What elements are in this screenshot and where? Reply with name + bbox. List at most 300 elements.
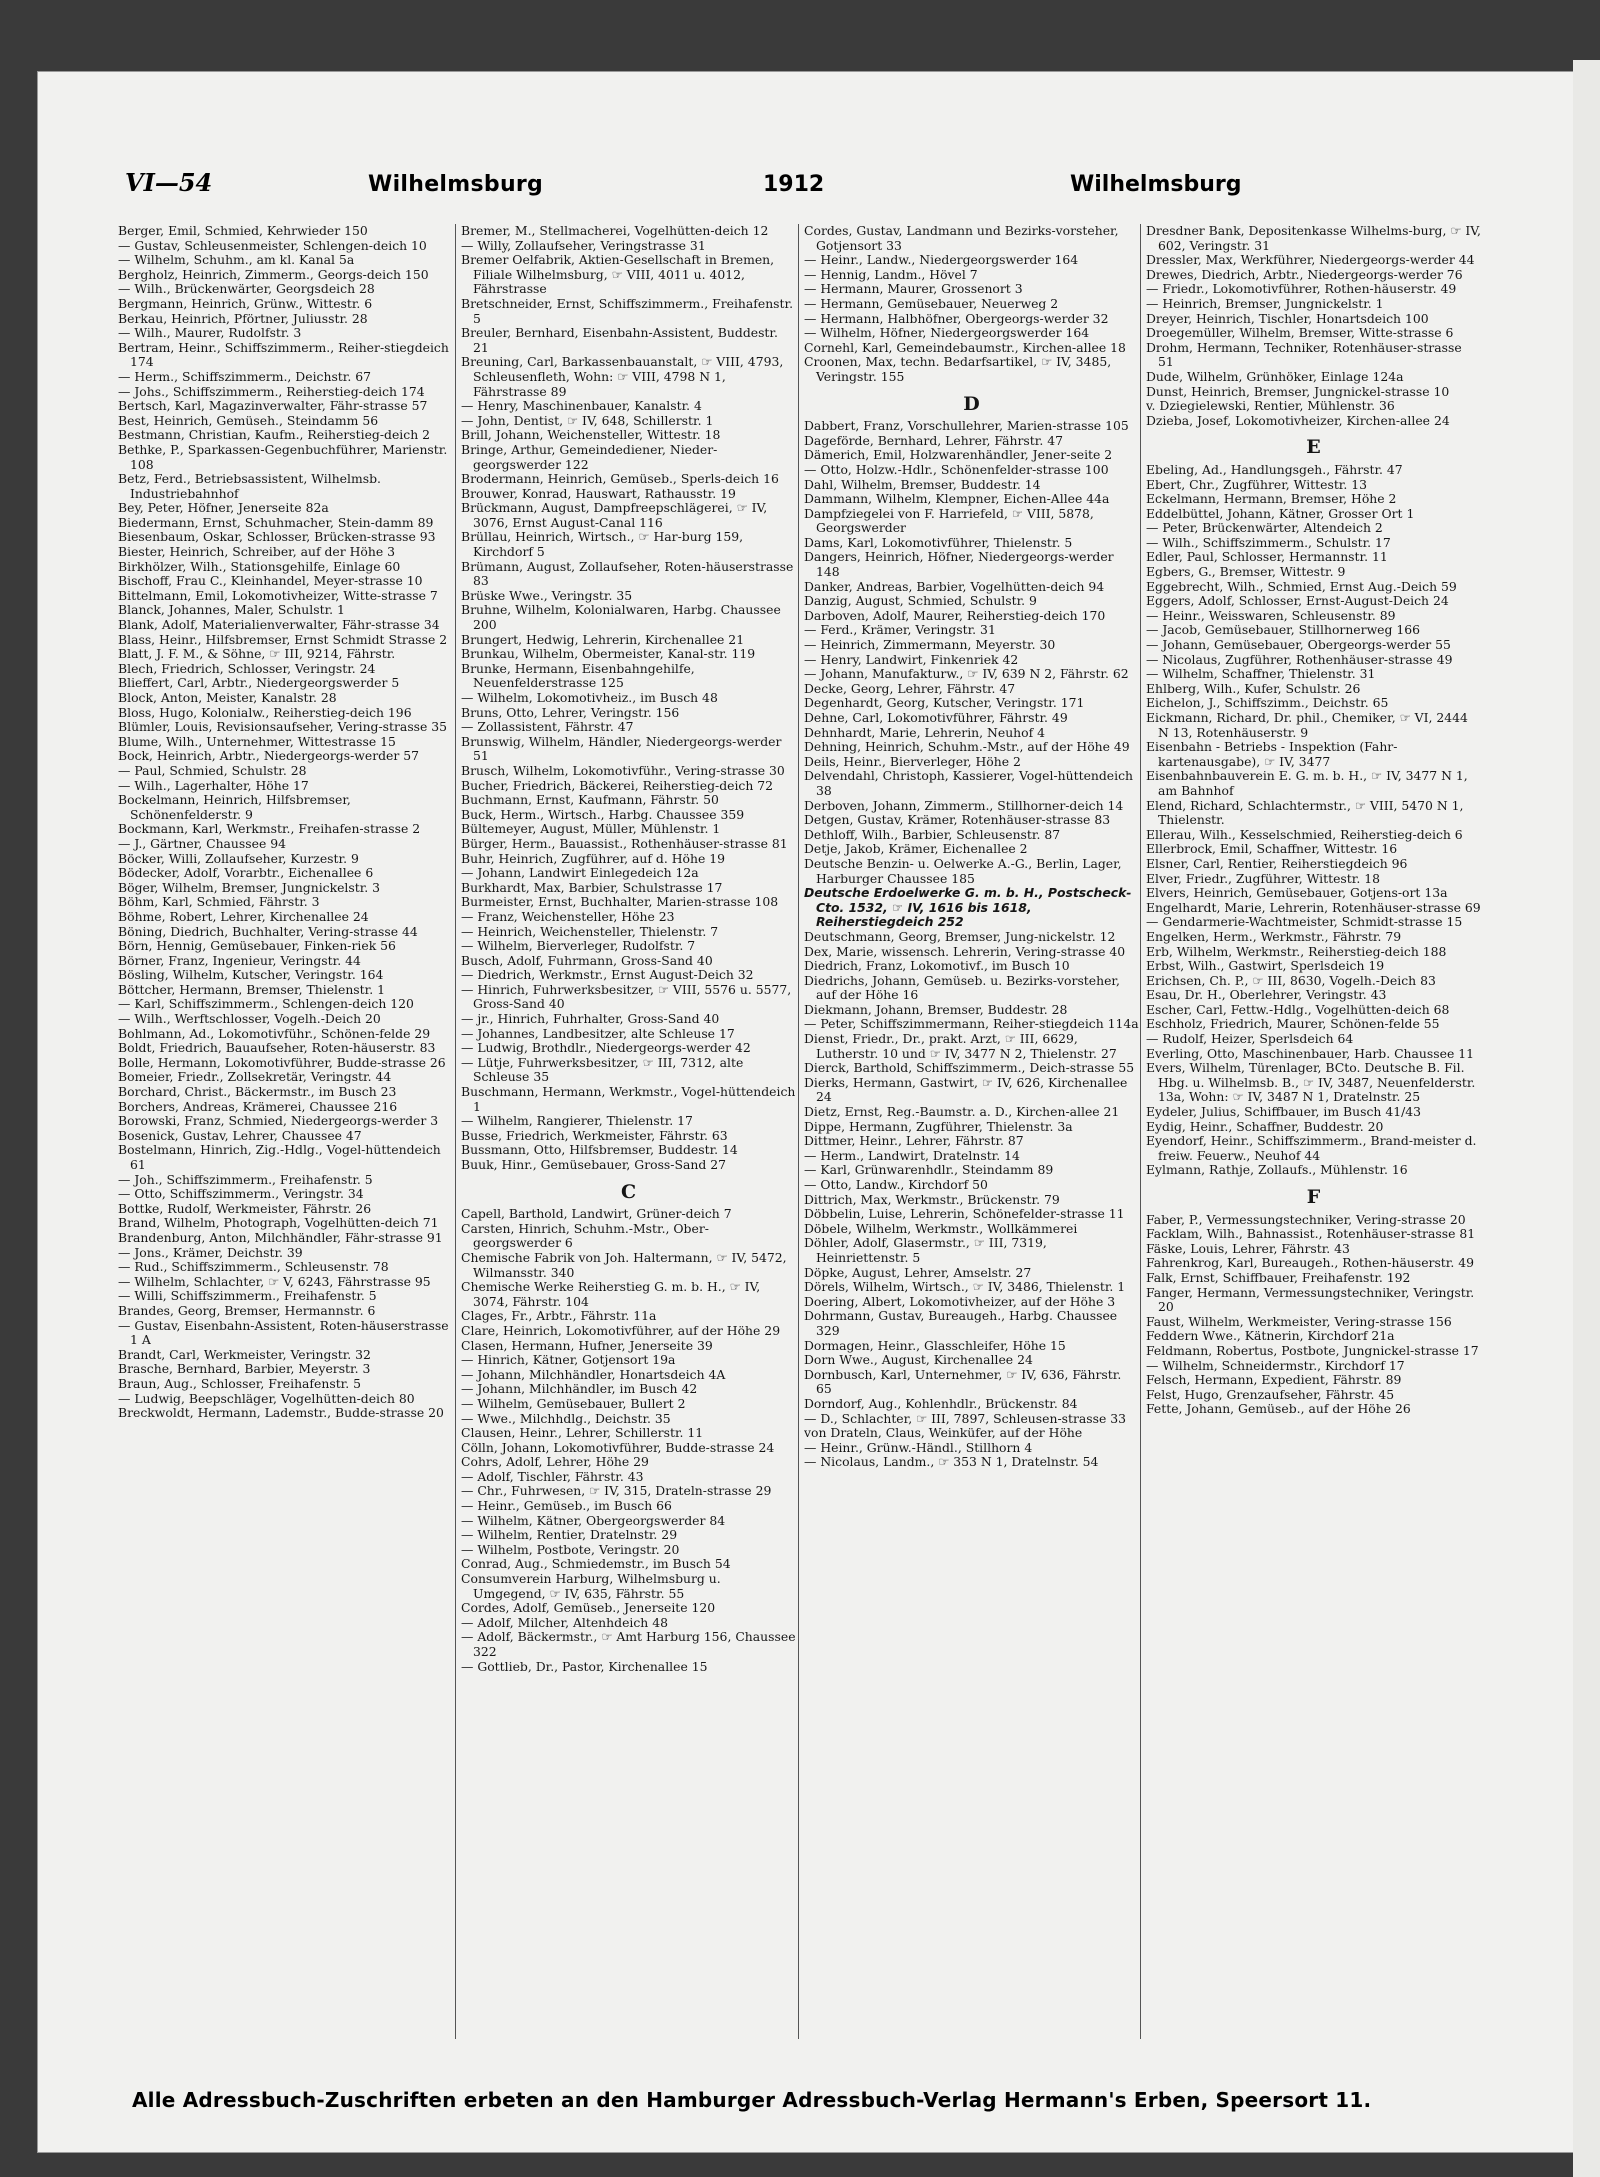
directory-entry: — Johann, Gemüsebauer, Obergeorgs-werder 55 [1146,637,1451,653]
directory-entry: — Wilhelm, Schuhm., am kl. Kanal 5a [118,252,355,268]
directory-entry: Faust, Wilhelm, Werkmeister, Vering-strasse 156 [1146,1313,1452,1329]
directory-entry: Eylmann, Rathje, Zollaufs., Mühlenstr. 16 [1146,1162,1408,1178]
directory-entry: — Otto, Landw., Kirchdorf 50 [804,1177,988,1192]
directory-entry: — Ludwig, Beepschläger, Vogelhütten-deich 80 [118,1390,415,1406]
directory-entry: Brill, Johann, Weichensteller, Wittestr. 18 [461,427,721,443]
directory-entry: Bertram, Heinr., Schiffszimmerm., Reiher-stiegdeich 174 [118,339,449,370]
directory-entry: — Zollassistent, Fährstr. 47 [461,719,634,735]
directory-entry: — Friedr., Lokomotivführer, Rothen-häuserstr. 49 [1146,281,1457,297]
directory-entry: Ehlberg, Wilh., Kufer, Schulstr. 26 [1146,680,1361,696]
directory-entry: Dresdner Bank, Depositenkasse Wilhelms-burg, ☞ IV, 602, Veringstr. 31 [1146,224,1481,253]
directory-entry: Blümler, Louis, Revisionsaufseher, Vering-strasse 35 [118,719,448,735]
directory-entry: — Karl, Schiffszimmerm., Schlengen-deich 120 [118,996,414,1012]
directory-entry: — Adolf, Bäckermstr., ☞ Amt Harburg 156, Chaussee 322 [461,1629,796,1659]
directory-column-2 [461,224,796,2042]
directory-entry: Dörels, Wilhelm, Wirtsch., ☞ IV, 3486, Thielenstr. 1 [804,1279,1126,1295]
directory-entry: Clages, Fr., Arbtr., Fährstr. 11a [461,1308,657,1324]
directory-entry: Clare, Heinrich, Lokomotivführer, auf der Höhe 29 [461,1322,781,1338]
directory-entry: — Wilhelm, Schaffner, Thielenstr. 31 [1146,666,1376,682]
directory-entry: Degenhardt, Georg, Kutscher, Veringstr. 171 [804,695,1085,711]
directory-entry: Börn, Hennig, Gemüsebauer, Finken-riek 56 [118,938,396,954]
directory-entry: Drewes, Diedrich, Arbtr., Niedergeorgs-werder 76 [1146,266,1463,282]
directory-entry: Ebert, Chr., Zugführer, Wittestr. 13 [1146,476,1368,492]
directory-entry: Dams, Karl, Lokomotivführer, Thielenstr. 5 [804,534,1073,550]
directory-entry: — Wilhelm, Rentier, Dratelnstr. 29 [461,1527,678,1543]
directory-entry: — Nicolaus, Landm., ☞ 353 N 1, Dratelnstr. 54 [804,1454,1099,1470]
directory-entry: Brümann, August, Zollaufseher, Roten-häuserstrasse 83 [461,558,794,589]
directory-entry: Faber, P., Vermessungstechniker, Vering-strasse 20 [1146,1211,1466,1227]
directory-entry: Busch, Adolf, Fuhrmann, Gross-Sand 40 [461,952,713,968]
directory-entry: — Otto, Holzw.-Hdlr., Schönenfelder-strasse 100 [804,461,1109,477]
directory-entry: — Herm., Schiffszimmerm., Deichstr. 67 [118,368,371,384]
directory-entry: Breuning, Carl, Barkassenbauanstalt, ☞ VIII, 4793, Schleusenfleth, Wohn: ☞ VIII, 4798 N 1, Fährstrasse 89 [461,354,784,399]
directory-entry: — Hermann, Maurer, Grossenort 3 [804,281,1023,297]
directory-entry: Cölln, Johann, Lokomotivführer, Budde-strasse 24 [461,1439,775,1455]
directory-entry: — Wilhelm, Schneidermstr., Kirchdorf 17 [1146,1357,1405,1373]
directory-entry: Buchmann, Ernst, Kaufmann, Fährstr. 50 [461,792,719,808]
directory-entry: Bottke, Rudolf, Werkmeister, Fährstr. 26 [118,1200,372,1216]
directory-entry: — Ludwig, Brothdlr., Niedergeorgs-werder 42 [461,1040,751,1056]
directory-entry: Dohrmann, Gustav, Bureaugeh., Harbg. Chaussee 329 [804,1308,1118,1338]
directory-entry: Bittelmann, Emil, Lokomotivheizer, Witte-strasse 7 [118,587,438,603]
directory-entry: Berger, Emil, Schmied, Kehrwieder 150 [118,224,368,238]
directory-entry: Conrad, Aug., Schmiedemstr., im Busch 54 [461,1556,731,1572]
directory-entry: Dethloff, Wilh., Barbier, Schleusenstr. 87 [804,826,1061,842]
directory-entry: Bültemeyer, August, Müller, Mühlenstr. 1 [461,821,721,837]
directory-entry: Böger, Wilhelm, Bremser, Jungnickelstr. 3 [118,879,381,895]
directory-entry: Boldt, Friedrich, Bauaufseher, Roten-häuserstr. 83 [118,1040,436,1056]
directory-entry: — Gustav, Schleusenmeister, Schlengen-deich 10 [118,237,427,253]
directory-entry: — Heinr., Grünw.-Händl., Stillhorn 4 [804,1439,1033,1455]
directory-entry: Dornbusch, Karl, Unternehmer, ☞ IV, 636, Fährstr. 65 [804,1366,1122,1397]
directory-entry: — Wilh., Maurer, Rudolfstr. 3 [118,325,302,341]
directory-entry: Deutsche Benzin- u. Oelwerke A.-G., Berlin, Lager, Harburger Chaussee 185 [804,855,1122,886]
directory-entry: Böhme, Robert, Lehrer, Kirchenallee 24 [118,908,369,924]
directory-entry: Brüske Wwe., Veringstr. 35 [461,587,633,603]
directory-entry: — Wilhelm, Kätner, Obergeorgswerder 84 [461,1512,726,1528]
directory-entry: — Johannes, Landbesitzer, alte Schleuse 17 [461,1025,735,1041]
directory-entry: Brunke, Hermann, Eisenbahngehilfe, Neuenfelderstrasse 125 [461,660,695,691]
directory-entry: Deutsche Erdoelwerke G. m. b. H., Postscheck-Cto. 1532, ☞ IV, 1616 bis 1618, Reiherstiegdeich 252 [804,885,1132,930]
directory-entry: Dippe, Hermann, Zugführer, Thielenstr. 3a [804,1118,1073,1134]
directory-entry: Biester, Heinrich, Schreiber, auf der Höhe 3 [118,544,396,560]
directory-entry: Brusch, Wilhelm, Lokomotivführ., Vering-strasse 30 [461,762,785,778]
directory-entry: Ebeling, Ad., Handlungsgeh., Fährstr. 47 [1146,461,1403,477]
directory-entry: Engelken, Herm., Werkmstr., Fährstr. 79 [1146,928,1402,944]
directory-entry: Egbers, G., Bremser, Wittestr. 9 [1146,564,1346,580]
directory-entry: Elvers, Heinrich, Gemüsebauer, Gotjens-ort 13a [1146,885,1448,901]
directory-entry: Bussmann, Otto, Hilfsbremser, Buddestr. 14 [461,1142,738,1158]
directory-entry: Evers, Wilhelm, Türenlager, BCto. Deutsche B. Fil. Hbg. u. Wilhelmsb. B., ☞ IV, 3487, Neuenfelderstr. 13a, Wohn: ☞ IV, 3487 N 1, Dratelnstr. 25 [1146,1060,1476,1105]
directory-entry: Erbst, Wilh., Gastwirt, Sperlsdeich 19 [1146,958,1385,974]
directory-entry: Chemische Fabrik von Joh. Haltermann, ☞ IV, 5472, Wilmansstr. 340 [461,1249,787,1280]
directory-entry: — Peter, Brückenwärter, Altendeich 2 [1146,520,1383,536]
directory-entry: — Nicolaus, Zugführer, Rothenhäuser-strasse 49 [1146,651,1453,667]
directory-entry: Burmeister, Ernst, Buchhalter, Marien-strasse 108 [461,894,779,910]
directory-entry: Böcker, Willi, Zollaufseher, Kurzestr. 9 [118,850,359,866]
directory-entry: — Hermann, Gemüsebauer, Neuerweg 2 [804,295,1059,311]
directory-entry: — Lütje, Fuhrwerksbesitzer, ☞ III, 7312, alte Schleuse 35 [461,1054,744,1085]
directory-entry: Bergholz, Heinrich, Zimmerm., Georgs-deich 150 [118,266,429,282]
directory-entry: Eichelon, J., Schiffszimm., Deichstr. 65 [1146,695,1389,711]
directory-entry: — Adolf, Milcher, Altenhdeich 48 [461,1614,668,1630]
directory-entry: — jr., Hinrich, Fuhrhalter, Gross-Sand 40 [461,1011,720,1027]
directory-entry: Bruhne, Wilhelm, Kolonialwaren, Harbg. Chaussee 200 [461,602,781,633]
directory-entry: Blanck, Johannes, Maler, Schulstr. 1 [118,602,345,618]
directory-entry: Dietz, Ernst, Reg.-Baumstr. a. D., Kirchen-allee 21 [804,1104,1120,1120]
directory-entry: Carsten, Hinrich, Schuhm.-Mstr., Ober-georgswerder 6 [461,1220,709,1251]
directory-entry: Dorn Wwe., August, Kirchenallee 24 [804,1352,1033,1368]
directory-entry: — Chr., Fuhrwesen, ☞ IV, 315, Drateln-strasse 29 [461,1483,772,1499]
directory-entry: Bockmann, Karl, Werkmstr., Freihafen-strasse 2 [118,821,421,837]
directory-entry: Diedrichs, Johann, Gemüseb. u. Bezirks-vorsteher, auf der Höhe 16 [804,972,1120,1003]
directory-entry: — Hermann, Halbhöfner, Obergeorgs-werder 32 [804,310,1109,326]
directory-entry: Brodermann, Heinrich, Gemüseb., Sperls-deich 16 [461,471,779,487]
directory-entry: — Henry, Landwirt, Finkenriek 42 [804,651,1019,667]
directory-entry: Eschholz, Friedrich, Maurer, Schönen-felde 55 [1146,1016,1440,1032]
directory-entry: Dorndorf, Aug., Kohlenhdlr., Brückenstr. 84 [804,1395,1078,1411]
directory-entry: Bergmann, Heinrich, Grünw., Wittestr. 6 [118,295,373,311]
directory-entry: — Johann, Milchhändler, Honartsdeich 4A [461,1366,726,1382]
directory-entry: — Karl, Grünwarenhdlr., Steindamm 89 [804,1162,1054,1178]
footer-notice: Alle Adressbuch-Zuschriften erbeten an den Hamburger Adressbuch-Verlag Hermann's Erben, Speersort 11. [132,2088,1372,2112]
directory-entry: Eckelmann, Hermann, Bremser, Höhe 2 [1146,491,1397,507]
directory-entry: — Wilh., Werftschlosser, Vogelh.-Deich 20 [118,1011,381,1027]
directory-entry: Dehne, Carl, Lokomotivführer, Fährstr. 49 [804,710,1068,725]
directory-entry: Escher, Carl, Fettw.-Hdlg., Vogelhütten-deich 68 [1146,1001,1450,1017]
directory-entry: — Heinrich, Zimmermann, Meyerstr. 30 [804,637,1056,653]
directory-entry: Busse, Friedrich, Werkmeister, Fährstr. 63 [461,1127,728,1143]
directory-entry: — Johann, Manufakturw., ☞ IV, 639 N 2, Fährstr. 62 [804,666,1129,682]
directory-column-1 [118,224,453,2042]
directory-entry: Blieffert, Carl, Arbtr., Niedergeorgswerder 5 [118,675,400,691]
directory-entry: — Johs., Schiffszimmerm., Reiherstieg-deich 174 [118,383,425,399]
directory-entry: Bolle, Hermann, Lokomotivführer, Budde-strasse 26 [118,1054,446,1070]
directory-entry: Brückmann, August, Dampfreepschlägerei, ☞ IV, 3076, Ernst August-Canal 116 [461,500,768,530]
directory-entry: Eickmann, Richard, Dr. phil., Chemiker, ☞ VI, 2444 N 13, Rotenhäuserstr. 9 [1146,710,1468,740]
directory-entry: Dampfziegelei von F. Harriefeld, ☞ VIII, 5878, Georgswerder [804,505,1094,536]
directory-column-3 [804,224,1139,2042]
directory-entry: — Wilh., Brückenwärter, Georgsdeich 28 [118,281,375,297]
directory-entry: Facklam, Wilh., Bahnassist., Rotenhäuser-strasse 81 [1146,1226,1476,1242]
directory-entry: — Hinrich, Fuhrwerksbesitzer, ☞ VIII, 5576 u. 5577, Gross-Sand 40 [461,981,792,1012]
directory-entry: Brüllau, Heinrich, Wirtsch., ☞ Har-burg 159, Kirchdorf 5 [461,529,744,560]
directory-entry: Capell, Barthold, Landwirt, Grüner-deich 7 [461,1206,732,1222]
directory-entry: Delvendahl, Christoph, Kassierer, Vogel-hüttendeich 38 [804,768,1134,798]
directory-entry: Fäske, Louis, Lehrer, Fährstr. 43 [1146,1240,1350,1256]
directory-entry: Danker, Andreas, Barbier, Vogelhütten-deich 94 [804,578,1105,594]
directory-entry: Dabbert, Franz, Vorschullehrer, Marien-strasse 105 [804,418,1129,434]
directory-entry: Bremer Oelfabrik, Aktien-Gesellschaft in Bremen, Filiale Wilhelmsburg, ☞ VIII, 4011 u. 4012, Fährstrasse [461,252,775,297]
directory-entry: — Rud., Schiffszimmerm., Schleusenstr. 78 [118,1259,389,1275]
directory-entry: — Willy, Zollaufseher, Veringstrasse 31 [461,237,706,253]
directory-entry: Ellerbrock, Emil, Schaffner, Wittestr. 16 [1146,841,1398,857]
directory-entry: Bock, Heinrich, Arbtr., Niedergeorgs-werder 57 [118,748,420,764]
directory-entry: Cordes, Gustav, Landmann und Bezirks-vorsteher, Gotjensort 33 [804,224,1119,253]
directory-entry: Engelhardt, Marie, Lehrerin, Rotenhäuser-strasse 69 [1146,899,1481,915]
directory-entry: Feldmann, Robertus, Postbote, Jungnickel-strasse 17 [1146,1342,1479,1358]
directory-entry: Brandes, Georg, Bremser, Hermannstr. 6 [118,1302,376,1318]
directory-entry: Brungert, Hedwig, Lehrerin, Kirchenallee 21 [461,631,745,647]
section-letter: F [1306,1186,1321,1208]
directory-entry: Buck, Herm., Wirtsch., Harbg. Chaussee 359 [461,806,745,822]
directory-entry: Brasche, Bernhard, Barbier, Meyerstr. 3 [118,1361,371,1377]
directory-entry: Dex, Marie, wissensch. Lehrerin, Vering-strasse 40 [804,943,1126,959]
directory-entry: Böning, Diedrich, Buchhalter, Vering-strasse 44 [118,923,418,939]
directory-entry: Fahrenkrog, Karl, Bureaugeh., Rothen-häuserstr. 49 [1146,1255,1474,1271]
directory-entry: — Wilh., Lagerhalter, Höhe 17 [118,777,309,793]
directory-entry: — Jacob, Gemüsebauer, Stillhornerweg 166 [1146,622,1421,638]
directory-entry: Buschmann, Hermann, Werkmstr., Vogel-hüttendeich 1 [461,1084,796,1114]
directory-entry: Everling, Otto, Maschinenbauer, Harb. Chaussee 11 [1146,1045,1474,1061]
directory-entry: Borchers, Andreas, Krämerei, Chaussee 216 [118,1098,398,1114]
directory-entry: Bremer, M., Stellmacherei, Vogelhütten-deich 12 [461,224,769,238]
directory-entry: Deutschmann, Georg, Bremser, Jung-nickelstr. 12 [804,928,1116,944]
directory-entry: — Wwe., Milchhdlg., Deichstr. 35 [461,1410,671,1426]
directory-entry: Elver, Friedr., Zugführer, Wittestr. 18 [1146,870,1380,886]
section-letter: D [963,392,980,415]
directory-entry: Burkhardt, Max, Barbier, Schulstrasse 17 [461,879,723,895]
directory-entry: Börner, Franz, Ingenieur, Veringstr. 44 [118,952,361,968]
directory-entry: — Heinr., Weisswaren, Schleusenstr. 89 [1146,607,1396,623]
directory-entry: Elsner, Carl, Rentier, Reiherstiegdeich 96 [1146,855,1408,871]
directory-entry: Dormagen, Heinr., Glasschleifer, Höhe 15 [804,1337,1066,1353]
directory-entry: Bretschneider, Ernst, Schiffszimmerm., Freihafenstr. 5 [461,295,794,326]
directory-entry: Blech, Friedrich, Schlosser, Veringstr. 24 [118,660,376,676]
directory-entry: — Hennig, Landm., Hövel 7 [804,266,978,282]
directory-entry: Dressler, Max, Werkführer, Niedergeorgs-werder 44 [1146,252,1475,268]
directory-entry: Brouwer, Konrad, Hauswart, Rathausstr. 19 [461,485,736,501]
directory-entry: Felst, Hugo, Grenzaufseher, Fährstr. 45 [1146,1386,1395,1402]
directory-entry: — Gustav, Eisenbahn-Assistent, Roten-häuserstrasse 1 A [118,1317,449,1348]
directory-entry: Detgen, Gustav, Krämer, Rotenhäuser-strasse 83 [804,812,1111,828]
directory-entry: — Wilhelm, Postbote, Veringstr. 20 [461,1541,680,1557]
directory-entry: Eisenbahn - Betriebs - Inspektion (Fahr-kartenausgabe), ☞ IV, 3477 [1146,739,1398,769]
directory-entry: Derboven, Johann, Zimmerm., Stillhorner-deich 14 [804,797,1124,813]
directory-entry: — Jons., Krämer, Deichstr. 39 [118,1244,303,1260]
directory-entry: Diekmann, Johann, Bremser, Buddestr. 28 [804,1001,1068,1017]
directory-entry: Bucher, Friedrich, Bäckerei, Reiherstieg-deich 72 [461,777,774,793]
directory-entry: Felsch, Hermann, Expedient, Fährstr. 89 [1146,1372,1402,1388]
directory-entry: Erichsen, Ch. P., ☞ III, 8630, Vogelh.-Deich 83 [1146,972,1436,988]
directory-entry: Dunst, Heinrich, Bremser, Jungnickel-strasse 10 [1146,383,1450,399]
header-year: 1912 [763,172,825,197]
directory-entry: Bloss, Hugo, Kolonialw., Reiherstieg-deich 196 [118,704,412,720]
directory-entry: Döhler, Adolf, Glasermstr., ☞ III, 7319, Heinriettenstr. 5 [804,1235,1047,1265]
directory-entry: Bomeier, Friedr., Zollsekretär, Veringstr. 44 [118,1069,392,1085]
directory-entry: Dammann, Wilhelm, Klempner, Eichen-Allee 44a [804,491,1110,507]
directory-entry: Dierks, Hermann, Gastwirt, ☞ IV, 626, Kirchenallee 24 [804,1074,1128,1105]
directory-entry: Dzieba, Josef, Lokomotivheizer, Kirchen-allee 24 [1146,412,1450,428]
directory-entry: Braun, Aug., Schlosser, Freihafenstr. 5 [118,1375,361,1391]
directory-entry: Edler, Paul, Schlosser, Hermannstr. 11 [1146,549,1388,565]
directory-entry: Doering, Albert, Lokomotivheizer, auf der Höhe 3 [804,1293,1116,1309]
directory-entry: Consumverein Harburg, Wilhelmsburg u. Umgegend, ☞ IV, 635, Fährstr. 55 [461,1571,721,1601]
directory-entry: Ellerau, Wilh., Kesselschmied, Reiherstieg-deich 6 [1146,826,1463,842]
directory-entry: — Johann, Milchhändler, im Busch 42 [461,1381,698,1397]
directory-entry: Cohrs, Adolf, Lehrer, Höhe 29 [461,1454,649,1470]
directory-entry: Eggers, Adolf, Schlosser, Ernst-August-Deich 24 [1146,593,1449,609]
directory-entry: Detje, Jakob, Krämer, Eichenallee 2 [804,841,1028,857]
directory-entry: Borchard, Christ., Bäckermstr., im Busch 23 [118,1084,397,1100]
directory-entry: Bürger, Herm., Bauassist., Rothenhäuser-strasse 81 [461,835,788,851]
directory-entry: — Wilhelm, Bierverleger, Rudolfstr. 7 [461,938,696,954]
directory-entry: — Rudolf, Heizer, Sperlsdeich 64 [1146,1031,1354,1047]
directory-entry: Bischoff, Frau C., Kleinhandel, Meyer-strasse 10 [118,573,423,589]
directory-entry: — John, Dentist, ☞ IV, 648, Schillerstr. 1 [461,412,714,428]
directory-entry: Breuler, Bernhard, Eisenbahn-Assistent, Buddestr. 21 [461,325,778,355]
directory-entry: Dreyer, Heinrich, Tischler, Honartsdeich 100 [1146,310,1429,326]
directory-entry: — Paul, Schmied, Schulstr. 28 [118,762,307,778]
directory-entry: Bödecker, Adolf, Vorarbtr., Eichenallee 6 [118,865,374,881]
directory-entry: Döbbelin, Luise, Lehrerin, Schönefelder-strasse 11 [804,1206,1125,1222]
directory-entry: Dangers, Heinrich, Höfner, Niedergeorgs-werder 148 [804,549,1114,580]
directory-entry: — Wilhelm, Lokomotivheiz., im Busch 48 [461,690,718,705]
directory-entry: Decke, Georg, Lehrer, Fährstr. 47 [804,680,1016,696]
directory-entry: Brand, Wilhelm, Photograph, Vogelhütten-deich 71 [118,1215,439,1231]
directory-entry: Birkhölzer, Wilh., Stationsgehilfe, Einlage 60 [118,558,401,574]
section-letter: E [1306,436,1321,459]
directory-entry: — Adolf, Tischler, Fährstr. 43 [461,1468,644,1484]
directory-entry: Droegemüller, Wilhelm, Bremser, Witte-strasse 6 [1146,325,1454,341]
directory-entry: Dämerich, Emil, Holzwarenhändler, Jener-seite 2 [804,447,1113,463]
directory-entry: Elend, Richard, Schlachtermstr., ☞ VIII, 5470 N 1, Thielenstr. [1146,797,1464,828]
directory-entry: Feddern Wwe., Kätnerin, Kirchdorf 21a [1146,1328,1395,1344]
directory-entry: — Ferd., Krämer, Veringstr. 31 [804,622,996,638]
directory-entry: Blank, Adolf, Materialienverwalter, Fähr-strasse 34 [118,617,440,633]
directory-entry: Clausen, Heinr., Lehrer, Schillerstr. 11 [461,1425,704,1441]
directory-entry: — Wilhelm, Höfner, Niedergeorgswerder 164 [804,325,1090,341]
directory-entry: Falk, Ernst, Schiffbauer, Freihafenstr. 192 [1146,1269,1411,1285]
directory-entry: Bohlmann, Ad., Lokomotivführ., Schönen-felde 29 [118,1025,431,1041]
directory-entry: — Gottlieb, Dr., Pastor, Kirchenallee 15 [461,1658,708,1674]
directory-entry: Cornehl, Karl, Gemeindebaumstr., Kirchen-allee 18 [804,339,1126,355]
directory-entry: Brandenburg, Anton, Milchhändler, Fähr-strasse 91 [118,1229,443,1245]
directory-entry: Bringe, Arthur, Gemeindediener, Nieder-georgswerder 122 [461,441,718,472]
directory-entry: Drohm, Hermann, Techniker, Rotenhäuser-strasse 51 [1146,339,1462,370]
directory-columns [118,224,1483,2042]
directory-entry: — Gendarmerie-Wachtmeister, Schmidt-strasse 15 [1146,914,1463,930]
directory-entry: Eggebrecht, Wilh., Schmied, Ernst Aug.-Deich 59 [1146,578,1457,594]
directory-entry: — Heinrich, Bremser, Jungnickelstr. 1 [1146,295,1384,311]
directory-entry: Dehning, Heinrich, Schuhm.-Mstr., auf der Höhe 49 [804,739,1130,755]
directory-entry: — Herm., Landwirt, Dratelnstr. 14 [804,1147,1020,1163]
directory-entry: Borowski, Franz, Schmied, Niedergeorgs-werder 3 [118,1113,439,1129]
page-number: VI—54 [125,168,213,197]
directory-entry: Fanger, Hermann, Vermessungstechniker, Veringstr. 20 [1146,1284,1475,1315]
directory-entry: Eydig, Heinr., Schaffner, Buddestr. 20 [1146,1118,1384,1134]
directory-entry: v. Dziegielewski, Rentier, Mühlenstr. 36 [1146,398,1395,414]
directory-entry: — Wilh., Schiffszimmerm., Schulstr. 17 [1146,534,1391,550]
directory-entry: — Otto, Schiffszimmerm., Veringstr. 34 [118,1186,364,1202]
directory-entry: — Diedrich, Werkmstr., Ernst August-Deich 32 [461,967,754,983]
directory-entry: Buuk, Hinr., Gemüsebauer, Gross-Sand 27 [461,1157,726,1172]
directory-entry: Croonen, Max, techn. Bedarfsartikel, ☞ IV, 3485, Veringstr. 155 [804,354,1112,384]
directory-entry: Bösling, Wilhelm, Kutscher, Veringstr. 164 [118,967,384,983]
directory-entry: — Johann, Landwirt Einlegedeich 12a [461,865,699,881]
directory-entry: — D., Schlachter, ☞ III, 7897, Schleusen-strasse 33 [804,1410,1127,1426]
directory-entry: Bestmann, Christian, Kaufm., Reiherstieg-deich 2 [118,427,430,443]
directory-entry: Döpke, August, Lehrer, Amselstr. 27 [804,1264,1032,1280]
directory-entry: Bertsch, Karl, Magazinverwalter, Fähr-strasse 57 [118,398,428,414]
directory-entry: Darboven, Adolf, Maurer, Reiherstieg-deich 170 [804,607,1106,623]
directory-entry: Dahl, Wilhelm, Bremser, Buddestr. 14 [804,476,1041,492]
directory-entry: Dierck, Barthold, Schiffszimmerm., Deich-strasse 55 [804,1060,1135,1076]
directory-entry: Erb, Wilhelm, Werkmstr., Reiherstieg-deich 188 [1146,943,1447,959]
directory-entry: Fette, Johann, Gemüseb., auf der Höhe 26 [1146,1401,1411,1417]
directory-entry: Dittrich, Max, Werkmstr., Brückenstr. 79 [804,1191,1060,1207]
directory-entry: Böttcher, Hermann, Bremser, Thielenstr. 1 [118,981,385,997]
directory-entry: Dehnhardt, Marie, Lehrerin, Neuhof 4 [804,724,1046,740]
directory-entry: — Hinrich, Kätner, Gotjensort 19a [461,1352,676,1368]
directory-entry: — Wilhelm, Gemüsebauer, Bullert 2 [461,1395,686,1411]
directory-entry: — Willi, Schiffszimmerm., Freihafenstr. 5 [118,1288,377,1304]
directory-entry: Döbele, Wilhelm, Werkmstr., Wollkämmerei [804,1220,1078,1236]
directory-entry: — Franz, Weichensteller, Höhe 23 [461,908,675,924]
directory-entry: Böhm, Karl, Schmied, Fährstr. 3 [118,894,320,910]
directory-entry: — Heinrich, Weichensteller, Thielenstr. 7 [461,923,719,939]
directory-entry: — Joh., Schiffszimmerm., Freihafenstr. 5 [118,1171,373,1187]
adjacent-page-edge [1573,60,1600,2177]
directory-entry: — Heinr., Gemüseb., im Busch 66 [461,1498,672,1514]
directory-entry: Deils, Heinr., Bierverleger, Höhe 2 [804,753,1021,769]
directory-entry: Blass, Heinr., Hilfsbremser, Ernst Schmidt Strasse 2 [118,631,448,647]
directory-entry: Clasen, Hermann, Hufner, Jenerseite 39 [461,1337,713,1353]
directory-entry: Bruns, Otto, Lehrer, Veringstr. 156 [461,704,680,720]
directory-entry: — Heinr., Landw., Niedergeorgswerder 164 [804,252,1079,268]
directory-entry: Blume, Wilh., Unternehmer, Wittestrasse 15 [118,733,396,749]
directory-entry: Dienst, Friedr., Dr., prakt. Arzt, ☞ III, 6629, Lutherstr. 10 und ☞ IV, 3477 N 2, Thielenstr. 27 [804,1031,1117,1061]
directory-entry: — Peter, Schiffszimmermann, Reiher-stiegdeich 114a [804,1016,1139,1032]
directory-entry: Berkau, Heinrich, Pförtner, Juliusstr. 28 [118,310,368,326]
directory-entry: — J., Gärtner, Chaussee 94 [118,835,287,851]
directory-entry: Breckwoldt, Hermann, Lademstr., Budde-strasse 20 [118,1405,444,1421]
directory-entry: Eisenbahnbauverein E. G. m. b. H., ☞ IV, 3477 N 1, am Bahnhof [1146,768,1468,798]
directory-entry: Eyendorf, Heinr., Schiffszimmerm., Brand-meister d. freiw. Feuerw., Neuhof 44 [1146,1133,1477,1163]
directory-entry: Biesenbaum, Oskar, Schlosser, Brücken-strasse 93 [118,529,436,545]
directory-entry: Eddelbüttel, Johann, Kätner, Grosser Ort 1 [1146,505,1415,521]
directory-entry: Brunswig, Wilhelm, Händler, Niedergeorgs-werder 51 [461,733,782,764]
directory-entry: Betz, Ferd., Betriebsassistent, Wilhelmsb. Industriebahnhof [118,471,381,501]
directory-entry: Bostelmann, Hinrich, Zig.-Hdlg., Vogel-hüttendeich 61 [118,1142,441,1172]
header-title-left: Wilhelmsburg [368,172,544,197]
directory-entry: Cordes, Adolf, Gemüseb., Jenerseite 120 [461,1600,716,1616]
directory-entry: — Henry, Maschinenbauer, Kanalstr. 4 [461,398,702,414]
directory-entry: — Wilhelm, Rangierer, Thielenstr. 17 [461,1113,693,1129]
directory-entry: — Wilhelm, Schlachter, ☞ V, 6243, Fährstrasse 95 [118,1273,431,1289]
directory-entry: von Drateln, Claus, Weinküfer, auf der Höhe [804,1425,1083,1441]
directory-entry: Dittmer, Heinr., Lehrer, Fährstr. 87 [804,1133,1024,1149]
directory-entry: Bey, Peter, Höfner, Jenerseite 82a [118,500,329,516]
directory-entry: Blatt, J. F. M., & Söhne, ☞ III, 9214, Fährstr. [118,646,396,662]
directory-entry: Brandt, Carl, Werkmeister, Veringstr. 32 [118,1346,371,1362]
directory-column-4 [1146,224,1481,2042]
directory-entry: Bosenick, Gustav, Lehrer, Chaussee 47 [118,1127,362,1143]
directory-entry: Dude, Wilhelm, Grünhöker, Einlage 124a [1146,368,1404,384]
page-header [125,168,1242,204]
directory-entry: Bethke, P., Sparkassen-Gegenbuchführer, Marienstr. 108 [118,441,448,472]
directory-entry: Brunkau, Wilhelm, Obermeister, Kanal-str. 119 [461,646,756,662]
directory-entry: Danzig, August, Schmied, Schulstr. 9 [804,593,1037,609]
directory-entry: Eydeler, Julius, Schiffbauer, im Busch 41/43 [1146,1104,1422,1120]
directory-entry: Biedermann, Ernst, Schuhmacher, Stein-damm 89 [118,514,434,530]
directory-entry: Bockelmann, Heinrich, Hilfsbremser, Schönenfelderstr. 9 [118,792,351,822]
directory-entry: Buhr, Heinrich, Zugführer, auf d. Höhe 19 [461,850,726,866]
section-letter: C [620,1180,637,1203]
directory-entry: Best, Heinrich, Gemüseh., Steindamm 56 [118,412,379,428]
header-title-right: Wilhelmsburg [1070,172,1242,197]
directory-entry: Esau, Dr. H., Oberlehrer, Veringstr. 43 [1146,987,1387,1003]
